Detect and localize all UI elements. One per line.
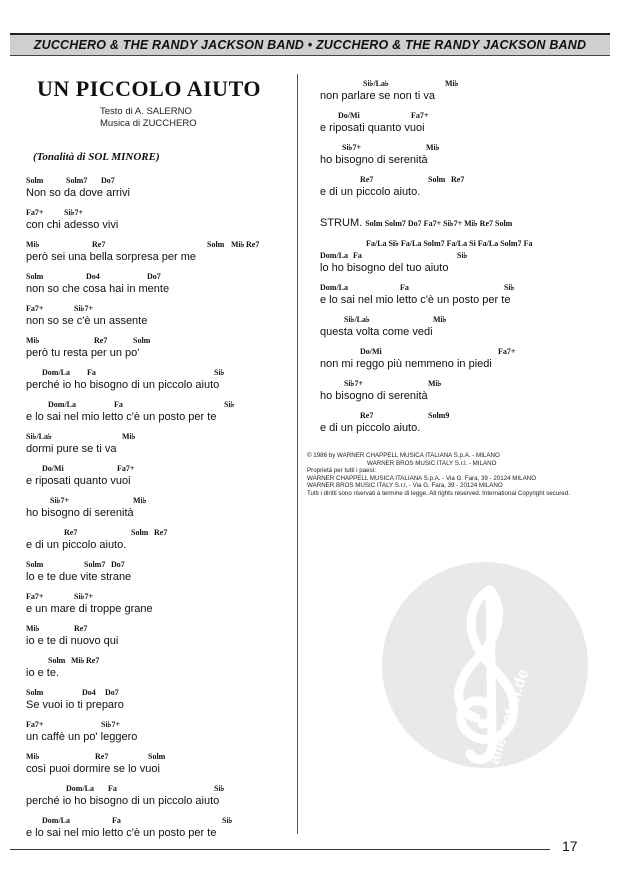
chord-symbol: Mi♭ [26, 336, 40, 345]
lyric-text: dormi pure se ti va [26, 443, 117, 455]
lyric-text: e di un piccolo aiuto. [320, 422, 421, 434]
chord-symbol: Fa [114, 400, 123, 409]
lyric-text: non mi reggo più nemmeno in piedi [320, 358, 492, 370]
lyric-text: però tu resta per un po' [26, 347, 140, 359]
column-divider [297, 74, 298, 834]
chord-symbol: Fa7+ [26, 720, 44, 729]
chord-symbol: Solm [428, 175, 446, 184]
lyric-text: così puoi dormire se lo vuoi [26, 763, 160, 775]
song-key: (Tonalità di SOL MINORE) [33, 151, 160, 163]
chord-symbol: Si♭7+ [342, 143, 362, 152]
lyric-text: questa volta come vedi [320, 326, 433, 338]
chord-symbol: Fa7+ [26, 304, 44, 313]
chord-symbol: Mi♭ [71, 656, 85, 665]
chord-symbol: Solm [148, 752, 166, 761]
chord-symbol: Si♭/La♭ [26, 432, 52, 441]
lyric-text: lo ho bisogno del tuo aiuto [320, 262, 449, 274]
chord-symbol: Re7 [86, 656, 100, 665]
strum-chords-line1: Solm Solm7 Do7 Fa7+ Si♭7+ Mi♭ Re7 Solm [365, 219, 513, 228]
series-header-bar [10, 33, 610, 56]
lyric-text: io e te. [26, 667, 60, 679]
watermark-text: alle-noten.de [485, 667, 533, 767]
copyright-line: WARNER CHAPPELL MUSICA ITALIANA S.p.A. - Via G. Fara, 39 - 20124 MILANO [307, 474, 537, 482]
chord-symbol: Do7 [111, 560, 125, 569]
strum-section [320, 213, 610, 254]
chord-symbol: Mi♭ [26, 240, 40, 249]
strum-label: STRUM. [320, 217, 363, 229]
song-title: UN PICCOLO AIUTO [37, 76, 261, 101]
chord-symbol: Si♭7+ [74, 304, 94, 313]
lyric-text: perché io ho bisogno di un piccolo aiuto [26, 795, 220, 807]
music-credit: Musica di ZUCCHERO [100, 118, 197, 129]
lyric-text: Se vuoi io ti preparo [26, 699, 124, 711]
footer-rule [10, 849, 550, 850]
chord-symbol: Dom/La [42, 816, 70, 825]
lyric-text: non parlare se non ti va [320, 90, 435, 102]
chord-symbol: Solm [207, 240, 225, 249]
chord-symbol: Dom/La [320, 283, 348, 292]
chord-symbol: Dom/La [320, 251, 348, 260]
lyric-text: e riposati quanto vuoi [320, 122, 425, 134]
chord-symbol: Re7 [92, 240, 106, 249]
chord-symbol: Fa [400, 283, 409, 292]
chord-symbol: Re7 [154, 528, 168, 537]
chord-symbol: Do7 [105, 688, 119, 697]
chord-symbol: Si♭ [214, 368, 225, 377]
chord-symbol: Mi♭ [428, 379, 442, 388]
chord-symbol: Si♭7+ [74, 592, 94, 601]
chord-symbol: Mi♭ [26, 624, 40, 633]
copyright-line: WARNER BROS MUSIC ITALY S.r.l. - MILANO [367, 459, 497, 467]
chord-symbol: Solm7 [66, 176, 88, 185]
copyright-line: WARNER BROS MUSIC ITALY S.r.l. - Via G. Fara, 39 - 20124 MILANO [307, 482, 503, 490]
copyright-line: Tutti i diritti sono riservati a termine di legge. All rights reserved. International Copyright secured. [307, 489, 570, 497]
song-credits [100, 106, 197, 130]
chord-symbol: Re7 [451, 175, 465, 184]
chord-symbol: Re7 [360, 411, 374, 420]
chord-symbol: Si♭ [504, 283, 515, 292]
chord-symbol: Solm7 [84, 560, 106, 569]
chord-symbol: Re7 [95, 752, 109, 761]
chord-symbol: Fa [353, 251, 362, 260]
page-number: 17 [562, 838, 578, 854]
lyric-text: e di un piccolo aiuto. [26, 539, 127, 551]
chord-symbol: Solm [131, 528, 149, 537]
chord-symbol: Re7 [74, 624, 88, 633]
chord-symbol: Re7 [94, 336, 108, 345]
lyric-text: non so che cosa hai in mente [26, 283, 170, 295]
chord-symbol: Re7 [360, 175, 374, 184]
lyric-text: io e te di nuovo qui [26, 635, 119, 647]
chord-symbol: Fa7+ [117, 464, 135, 473]
lyric-text: e un mare di troppe grane [26, 603, 153, 615]
copyright-line: © 1986 by WARNER CHAPPELL MUSICA ITALIANA S.p.A. - MILANO [307, 452, 500, 459]
chord-symbol: Fa [87, 368, 96, 377]
lyric-text: e lo sai nel mio letto c'è un posto per te [320, 294, 511, 306]
chord-symbol: Si♭ [457, 251, 468, 260]
chord-symbol: Mi♭ [426, 143, 440, 152]
chord-symbol: Si♭7+ [344, 379, 364, 388]
chord-symbol: Dom/La [48, 400, 76, 409]
chord-symbol: Dom/La [42, 368, 70, 377]
lyric-text: perché io ho bisogno di un piccolo aiuto [26, 379, 220, 391]
chord-symbol: Dom/La [66, 784, 94, 793]
chord-symbol: Si♭7+ [101, 720, 121, 729]
lyric-text: ho bisogno di serenità [320, 390, 428, 402]
lyrics-credit: Testo di A. SALERNO [100, 106, 192, 117]
chord-symbol: Mi♭ [445, 79, 459, 88]
chord-symbol: Do7 [101, 176, 115, 185]
chord-symbol: Do/Mi [42, 464, 64, 473]
lyric-text: un caffè un po' leggero [26, 731, 138, 743]
chord-symbol: Si♭7+ [50, 496, 70, 505]
chord-symbol: Do/Mi [360, 347, 382, 356]
chord-symbol: Fa [112, 816, 121, 825]
chord-symbol: Mi♭ [433, 315, 447, 324]
lyric-text: ho bisogno di serenità [26, 507, 134, 519]
lyric-text: Non so da dove arrivi [26, 187, 130, 199]
lyric-text: e lo sai nel mio letto c'è un posto per te [26, 411, 217, 423]
chord-symbol: Do/Mi [338, 111, 360, 120]
lyric-text: però sei una bella sorpresa per me [26, 251, 196, 263]
copyright-line: Proprietà per tutti i paesi: [307, 467, 376, 475]
chord-symbol: Mi♭ [231, 240, 245, 249]
chord-symbol: Fa7+ [498, 347, 516, 356]
treble-clef-watermark-icon [380, 560, 590, 770]
chord-symbol: Do7 [147, 272, 161, 281]
lyric-text: ho bisogno di serenità [320, 154, 428, 166]
chord-symbol: Solm [48, 656, 66, 665]
chord-symbol: Mi♭ [26, 752, 40, 761]
lyric-text: e riposati quanto vuoi [26, 475, 131, 487]
chord-symbol: Fa7+ [26, 208, 44, 217]
lyric-text: con chi adesso vivi [26, 219, 119, 231]
lyric-text: lo e te due vite strane [26, 571, 132, 583]
chord-symbol: Fa7+ [26, 592, 44, 601]
strum-chords-line2: Fa/La Si♭ Fa/La Solm7 Fa/La Si Fa/La Solm7 Fa [366, 239, 533, 248]
copyright-notice [307, 452, 607, 498]
chord-symbol: Si♭ [224, 400, 235, 409]
chord-symbol: Solm [26, 176, 44, 185]
chord-symbol: Fa7+ [411, 111, 429, 120]
chord-symbol: Si♭ [214, 784, 225, 793]
chord-symbol: Re7 [64, 528, 78, 537]
chord-symbol: Do4 [82, 688, 96, 697]
chord-symbol: Solm [26, 688, 44, 697]
chord-symbol: Si♭ [222, 816, 233, 825]
chord-symbol: Solm9 [428, 411, 450, 420]
chord-symbol: Si♭/La♭ [363, 79, 389, 88]
chord-symbol: Solm [26, 272, 44, 281]
chord-symbol: Re7 [246, 240, 260, 249]
chord-symbol: Mi♭ [122, 432, 136, 441]
lyric-text: non so se c'è un assente [26, 315, 148, 327]
lyric-text: e lo sai nel mio letto c'è un posto per te [26, 827, 217, 839]
chord-symbol: Fa [108, 784, 117, 793]
chord-symbol: Solm [26, 560, 44, 569]
chord-symbol: Mi♭ [133, 496, 147, 505]
chord-symbol: Si♭/La♭ [344, 315, 370, 324]
lyric-text: e di un piccolo aiuto. [320, 186, 421, 198]
chord-symbol: Do4 [86, 272, 100, 281]
chord-symbol: Solm [133, 336, 151, 345]
series-header-text: ZUCCHERO & THE RANDY JACKSON BAND • ZUCCHERO & THE RANDY JACKSON BAND [33, 38, 587, 52]
chord-symbol: Si♭7+ [64, 208, 84, 217]
